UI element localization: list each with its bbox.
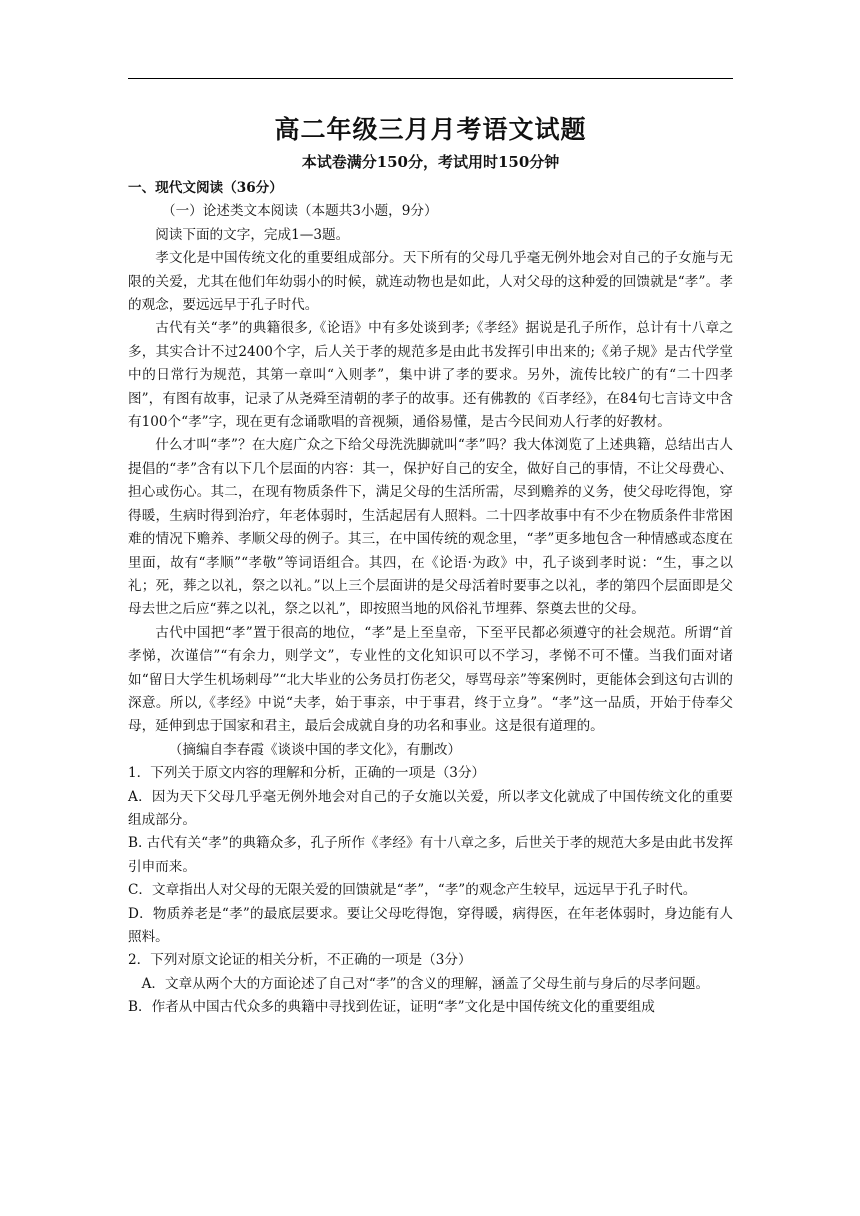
answer-option: C．文章指出人对父母的无限关爱的回馈就是“孝”，“孝”的观念产生较早，远远早于孔子时代。 bbox=[128, 882, 697, 899]
subsection-heading: （一）论述类文本阅读（本题共3小题，9分） bbox=[162, 203, 438, 220]
answer-option: B．作者从中国古代众多的典籍中寻找到佐证，证明“孝”文化是中国传统文化的重要组成 bbox=[128, 999, 655, 1016]
question-stem: 1．下列关于原文内容的理解和分析，正确的一项是（3分） bbox=[128, 765, 486, 782]
page-title: 高二年级三月月考语文试题 bbox=[274, 115, 587, 144]
exam-info: 本试卷满分150分，考试用时150分钟 bbox=[301, 153, 560, 171]
reading-instruction: 阅读下面的文字，完成1—3题。 bbox=[155, 226, 350, 243]
passage-paragraph: 古代有关“孝”的典籍很多,《论语》中有多处谈到孝;《孝经》据说是孔子所作，总计有十八章之多，其实合计不过2400个字，后人关于孝的规范多是由此书发挥引申出来的;《弟子规》是古代学堂中的日常行为规范，其第一章叫“入则孝”，集中讲了孝的要求。另外，流传比较广的有“二十四孝图”，有图有故事，记录了从尧舜至清朝的孝子的故事。还有佛教的《百孝经》，在84句七言诗文中含有100个“孝”字，现在更有念诵歌唱的音视频，通俗易懂，是古今民间劝人行孝的好教材。 bbox=[128, 320, 733, 431]
passage-paragraph: 什么才叫“孝”？在大庭广众之下给父母洗洗脚就叫“孝”吗？我大体浏览了上述典籍，总结出古人提倡的“孝”含有以下几个层面的内容：其一，保护好自己的安全，做好自己的事情，不让父母费心、担心或伤心。其二，在现有物质条件下，满足父母的生活所需，尽到赡养的义务，使父母吃得饱，穿得暖，生病时得到治疗，年老体弱时，生活起居有人照料。二十四孝故事中有不少在物质条件非常困难的情况下赡养、孝顺父母的例子。其三，在中国传统的观念里，“孝”更多地包含一种情感或态度在里面，故有“孝顺”“孝敬”等词语组合。其四，在《论语·为政》中，孔子谈到孝时说：“生，事之以礼；死，葬之以礼，祭之以礼。”以上三个层面讲的是父母活着时要事之以礼，孝的第四个层面即是父母去世之后应“葬之以礼，祭之以礼”，即按照当地的风俗礼节埋葬、祭奠去世的父母。 bbox=[128, 437, 733, 618]
exam-body bbox=[128, 177, 733, 1020]
passage-paragraph: 古代中国把“孝”置于很高的地位，“孝”是上至皇帝，下至平民都必须遵守的社会规范。所谓“首孝悌，次谨信”“有余力，则学文”，专业性的文化知识可以不学习，孝悌不可不懂。当我们面对诸如“留日大学生机场刺母”“北大毕业的公务员打伤老父，辱骂母亲”等案例时，更能体会到这句古训的深意。所以,《孝经》中说“夫孝，始于事亲，中于事君，终于立身”。“孝”这一品质，开始于侍奉父母，延伸到忠于国家和君主，最后会成就自身的功名和事业。这是很有道理的。 bbox=[128, 624, 733, 735]
section-heading: 一、现代文阅读（36分） bbox=[128, 180, 283, 196]
answer-option: D．物质养老是“孝”的最底层要求。要让父母吃得饱，穿得暖，病得医，在年老体弱时，身边能有人照料。 bbox=[128, 905, 733, 945]
answer-option: A．文章从两个大的方面论述了自己对“孝”的含义的理解，涵盖了父母生前与身后的尽孝问题。 bbox=[141, 975, 710, 992]
passage-source: （摘编自李春霞《谈谈中国的孝文化》，有删改） bbox=[168, 741, 462, 758]
question-stem: 2．下列对原文论证的相关分析，不正确的一项是（3分） bbox=[128, 952, 472, 969]
passage-paragraph: 孝文化是中国传统文化的重要组成部分。天下所有的父母几乎毫无例外地会对自己的子女施与无限的关爱，尤其在他们年幼弱小的时候，就连动物也是如此，人对父母的这种爱的回馈就是“孝”。孝的观念，要远远早于孔子时代。 bbox=[128, 250, 733, 314]
answer-option: A．因为天下父母几乎毫无例外地会对自己的子女施以关爱，所以孝文化就成了中国传统文化的重要组成部分。 bbox=[128, 788, 733, 828]
header-rule bbox=[128, 78, 733, 79]
answer-option: B. 古代有关“孝”的典籍众多，孔子所作《孝经》有十八章之多，后世关于孝的规范大多是由此书发挥引申而来。 bbox=[128, 835, 733, 875]
